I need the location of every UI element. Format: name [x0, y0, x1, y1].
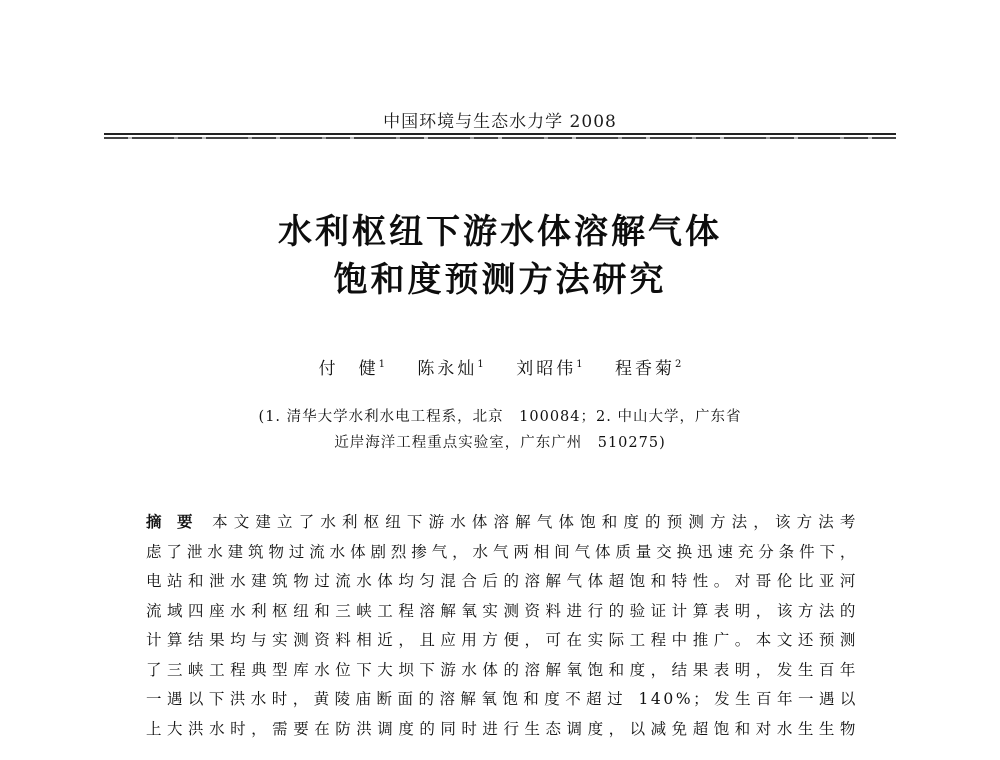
author [319, 359, 385, 379]
paper-title [0, 208, 1000, 304]
author-name: 付 健 [318, 359, 379, 379]
affiliation-line-2: 近岸海洋工程重点实验室，广东广州 510275) [334, 435, 666, 451]
author-name: 陈永灿 [417, 359, 478, 379]
author [615, 359, 681, 379]
abstract-line: 一遇以下洪水时，黄陵庙断面的溶解氧饱和度不超过 140%；发生百年一遇以 [146, 690, 858, 708]
abstract-line: 上大洪水时，需要在防洪调度的同时进行生态调度，以减免超饱和对水生生物 [146, 719, 858, 738]
author [516, 359, 582, 379]
header-rule-top [104, 133, 896, 135]
abstract-line: 虑了泄水建筑物过流水体剧烈掺气，水气两相间气体质量交换迅速充分条件下， [146, 542, 858, 561]
abstract-label: 摘要 [146, 513, 209, 531]
author-name: 程香菊 [614, 359, 675, 379]
running-header: 中国环境与生态水力学 2008 [383, 112, 617, 132]
author-affil-marker: 2 [674, 359, 682, 370]
author-affil-marker: 1 [378, 359, 386, 370]
affiliation-line-1: (1. 清华大学水利水电工程系，北京 100084；2. 中山大学，广东省 [258, 409, 742, 425]
author [417, 359, 483, 379]
abstract [146, 508, 858, 744]
author-list [0, 354, 1000, 379]
author-affil-marker: 1 [576, 359, 583, 370]
author-name: 刘昭伟 [516, 359, 577, 379]
abstract-line: 计算结果均与实测资料相近，且应用方便，可在实际工程中推广。本文还预测 [146, 631, 858, 649]
abstract-line: 了三峡工程典型库水位下大坝下游水体的溶解氧饱和度，结果表明，发生百年 [146, 660, 858, 679]
title-line-1: 水利枢纽下游水体溶解气体 [278, 212, 722, 252]
abstract-line: 摘要 本文建立了水利枢纽下游水体溶解气体饱和度的预测方法，该方法考 [146, 513, 858, 531]
header-rule-bottom [104, 137, 896, 139]
author-affil-marker: 1 [477, 359, 484, 370]
title-line-2: 饱和度预测方法研究 [333, 260, 667, 300]
abstract-line: 电站和泄水建筑物过流水体均匀混合后的溶解气体超饱和特性。对哥伦比亚河 [146, 572, 858, 590]
affiliation-block [0, 404, 1000, 456]
abstract-line: 流域四座水利枢纽和三峡工程溶解氧实测资料进行的验证计算表明，该方法的 [146, 601, 858, 620]
